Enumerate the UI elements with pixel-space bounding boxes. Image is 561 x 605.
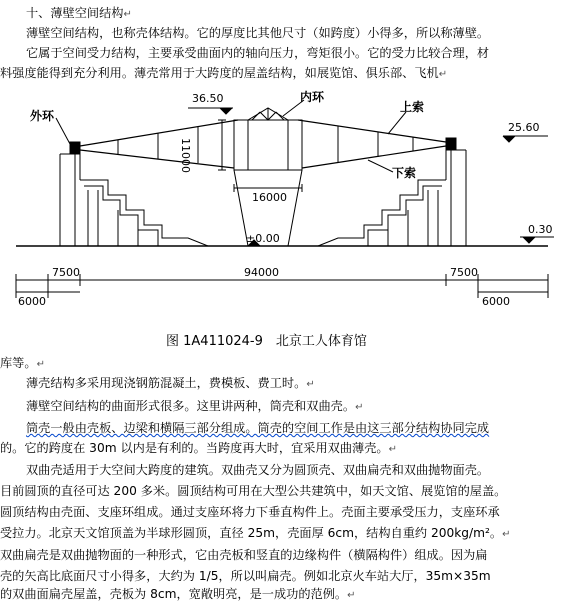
body-line-1: 库等。↵: [0, 356, 45, 370]
figure-caption: 图 1A411024-9 北京工人体育馆: [166, 334, 367, 349]
label-dim-right-outer: 6000: [482, 295, 510, 308]
label-outer-ring: 外环: [30, 109, 55, 123]
inner-ring: [234, 120, 302, 170]
label-dim-right-inner: 7500: [450, 266, 478, 279]
section-diagram: [8, 90, 560, 348]
intro-line-3: 料强度能得到充分利用。薄壳常用于大跨度的屋盖结构，如展览馆、俱乐部、飞机↵: [0, 66, 448, 80]
body-line-12: 的双曲面扁壳屋盖，壳板为 8cm，宽敞明亮，是一成功的范例。↵: [0, 587, 356, 601]
body-line-4: 筒壳一般由壳板、边梁和横隔三部分组成。筒壳的空间工作是由这三部分结构协同完成: [26, 421, 490, 435]
label-dim-height: 11000: [179, 138, 192, 173]
label-inner-ring: 内环: [300, 90, 325, 104]
label-ground-elevation: ±0.00: [246, 232, 280, 245]
intro-line-1: 薄壁空间结构，也称壳体结构。它的厚度比其他尺寸（如跨度）小得多，所以称薄壁。: [26, 26, 490, 40]
figure-beijing-gymnasium: [8, 90, 560, 348]
label-dim-left-inner: 7500: [52, 266, 80, 279]
body-line-8: 圆顶结构由壳面、支座环组成。通过支座环将力下垂直构件上。壳面主要承受压力，支座环承: [0, 505, 500, 519]
label-dim-inner: 16000: [252, 191, 287, 204]
body-line-11: 壳的矢高比底面尺寸小得多，大约为 1/5，所以叫扁壳。例如北京火车站大厅，35m×35m: [0, 569, 491, 583]
label-lower-cable: 下索: [392, 166, 417, 180]
body-line-6: 双曲壳适用于大空间大跨度的建筑。双曲壳又分为圆顶壳、双曲扁壳和双曲抛物面壳。: [26, 463, 490, 477]
body-line-5: 的。它的跨度在 30m 以内是有利的。当跨度再大时，宜采用双曲薄壳。↵: [0, 441, 397, 455]
section-heading: 十、薄壁空间结构↵: [26, 6, 132, 20]
label-right-elevation: 0.30: [528, 223, 553, 236]
label-dim-left-outer: 6000: [18, 295, 46, 308]
label-dim-main: 94000: [244, 266, 279, 279]
outer-ring-left: [70, 142, 80, 154]
label-ring-elevation: 25.60: [508, 121, 540, 134]
label-top-elevation: 36.50: [192, 92, 224, 105]
body-line-3: 薄壁空间结构的曲面形式很多。这里讲两种，筒壳和双曲壳。↵: [26, 399, 364, 413]
body-line-7: 目前圆顶的直径可达 200 多米。圆顶结构可用在大型公共建筑中，如天文馆、展览馆的屋盖。: [0, 484, 507, 498]
body-line-10: 双曲扁壳是双曲抛物面的一种形式，它由壳板和竖直的边缘构件（横隔构件）组成。因为扁: [0, 548, 488, 562]
label-upper-cable: 上索: [400, 100, 425, 114]
outer-ring-right: [446, 138, 456, 150]
body-line-2: 薄壳结构多采用现浇钢筋混凝土，费模板、费工时。↵: [26, 376, 315, 390]
intro-line-2: 它属于空间受力结构，主要承受曲面内的轴向压力，弯矩很小。它的受力比较合理，材: [26, 46, 490, 60]
body-line-9: 受拉力。北京天文馆顶盖为半球形圆顶，直径 25m，壳面厚 6cm，结构自重约 200kg/m²。↵: [0, 526, 511, 540]
